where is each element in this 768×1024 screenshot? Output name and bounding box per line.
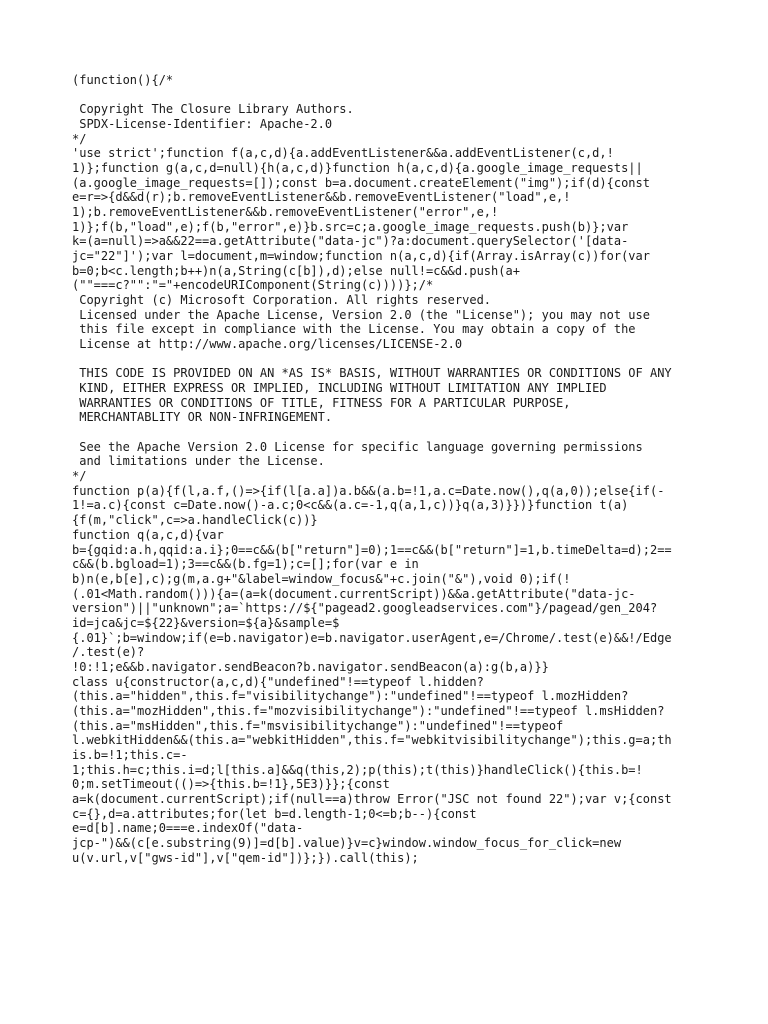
code-line: License at http://www.apache.org/licenses/LICENSE-2.0 <box>72 337 463 352</box>
code-line: (this.a="mozHidden",this.f="mozvisibilitychange"):"undefined"!==typeof l.msHidden? <box>72 703 665 718</box>
code-line: 1);b.removeEventListener&&b.removeEventListener("error",e,! <box>72 205 499 220</box>
code-line: b={gqid:a.h,qqid:a.i};0==c&&(b["return"]=0);1==c&&(b["return"]=1,b.timeDelta=d);2== <box>72 542 672 557</box>
code-line: this file except in compliance with the License. You may obtain a copy of the <box>72 322 636 337</box>
code-line: (.01<Math.random())){a=(a=k(document.currentScript))&&a.getAttribute("data-jc- <box>72 586 636 601</box>
code-line: Copyright The Closure Library Authors. <box>72 102 354 117</box>
code-line: KIND, EITHER EXPRESS OR IMPLIED, INCLUDING WITHOUT LIMITATION ANY IMPLIED <box>72 381 607 396</box>
code-line <box>72 88 762 103</box>
code-line: SPDX-License-Identifier: Apache-2.0 <box>72 117 333 132</box>
code-line: version")||"unknown";a=`https://${"pagead2.googleadservices.com"}/pagead/gen_204? <box>72 601 658 616</box>
code-line: 'use strict';function f(a,c,d){a.addEventListener&&a.addEventListener(c,d,! <box>72 146 614 161</box>
code-line: Copyright (c) Microsoft Corporation. All rights reserved. <box>72 293 492 308</box>
code-line: jc="22"]');var l=document,m=window;function n(a,c,d){if(Array.isArray(c))for(var <box>72 249 650 264</box>
code-line: k=(a=null)=>a&&22==a.getAttribute("data-jc")?a:document.querySelector('[data- <box>72 234 629 249</box>
code-line: c={},d=a.attributes;for(let b=d.length-1;0<=b;b--){const <box>72 806 477 821</box>
code-line: jcp-")&&(c[e.substring(9)]=d[b].value)}v=c}window.window_focus_for_click=new <box>72 835 622 850</box>
code-line: (a.google_image_requests=[]);const b=a.document.createElement("img");if(d){const <box>72 175 650 190</box>
code-line: */ <box>72 469 87 484</box>
code-line: l.webkitHidden&&(this.a="webkitHidden",this.f="webkitvisibilitychange");this.g=a;th <box>72 733 672 748</box>
code-line: a=k(document.currentScript);if(null==a)throw Error("JSC not found 22");var v;{const <box>72 791 672 806</box>
code-line: 1)};f(b,"load",e);f(b,"error",e)}b.src=c;a.google_image_requests.push(b)};var <box>72 219 629 234</box>
code-line: THIS CODE IS PROVIDED ON AN *AS IS* BASIS, WITHOUT WARRANTIES OR CONDITIONS OF ANY <box>72 366 672 381</box>
code-line: {f(m,"click",c=>a.handleClick(c))} <box>72 513 318 528</box>
code-line: {.01}`;b=window;if(e=b.navigator)e=b.navigator.userAgent,e=/Chrome/.test(e)&&!/Edge <box>72 630 672 645</box>
code-line: function p(a){f(l,a.f,()=>{if(l[a.a])a.b&&(a.b=!1,a.c=Date.now(),q(a,0));else{if(- <box>72 483 665 498</box>
code-line: c&&(b.bgload=1);3==c&&(b.fg=1);c=[];for(var e in <box>72 557 419 572</box>
code-line: (""===c?"":"="+encodeURIComponent(String(c))))};/* <box>72 278 434 293</box>
source-code-view <box>72 73 762 865</box>
code-line: and limitations under the License. <box>72 454 325 469</box>
code-line <box>72 352 762 367</box>
code-line: MERCHANTABLITY OR NON-INFRINGEMENT. <box>72 410 333 425</box>
code-line: (function(){/* <box>72 73 174 87</box>
code-line: 0;m.setTimeout(()=>{this.b=!1},5E3)}};{const <box>72 777 390 792</box>
code-line: (this.a="hidden",this.f="visibilitychange"):"undefined"!==typeof l.mozHidden? <box>72 689 629 704</box>
code-line <box>72 425 762 440</box>
code-line: 1!=a.c){const c=Date.now()-a.c;0<c&&(a.c=-1,q(a,1,c))}q(a,3)}})}function t(a) <box>72 498 629 513</box>
code-line: Licensed under the Apache License, Version 2.0 (the "License"); you may not use <box>72 307 650 322</box>
code-line: b=0;b<c.length;b++)n(a,String(c[b]),d);else null!=c&&d.push(a+ <box>72 263 520 278</box>
code-line: See the Apache Version 2.0 License for specific language governing permissions <box>72 439 643 454</box>
code-line: e=r=>{d&&d(r);b.removeEventListener&&b.removeEventListener("load",e,! <box>72 190 571 205</box>
code-line: WARRANTIES OR CONDITIONS OF TITLE, FITNESS FOR A PARTICULAR PURPOSE, <box>72 395 571 410</box>
code-line: 1)};function g(a,c,d=null){h(a,c,d)}function h(a,c,d){a.google_image_requests|| <box>72 161 643 176</box>
code-line: function q(a,c,d){var <box>72 527 224 542</box>
code-line: u(v.url,v["gws-id"],v["qem-id"])};}).call(this); <box>72 850 419 865</box>
code-line: e=d[b].name;0===e.indexOf("data- <box>72 821 304 836</box>
code-line: */ <box>72 131 87 146</box>
code-line: /.test(e)? <box>72 645 145 660</box>
code-line: 1;this.h=c;this.i=d;l[this.a]&&q(this,2);p(this);t(this)}handleClick(){this.b=! <box>72 762 643 777</box>
code-line: id=jca&jc=${22}&version=${a}&sample=$ <box>72 615 340 630</box>
code-line: b)n(e,b[e],c);g(m,a.g+"&label=window_focus&"+c.join("&"),void 0);if(! <box>72 571 571 586</box>
code-line: !0:!1;e&&b.navigator.sendBeacon?b.navigator.sendBeacon(a):g(b,a)}} <box>72 659 549 674</box>
code-line: is.b=!1;this.c=- <box>72 747 188 762</box>
code-line: class u{constructor(a,c,d){"undefined"!==typeof l.hidden? <box>72 674 484 689</box>
code-line: (this.a="msHidden",this.f="msvisibilitychange"):"undefined"!==typeof <box>72 718 564 733</box>
